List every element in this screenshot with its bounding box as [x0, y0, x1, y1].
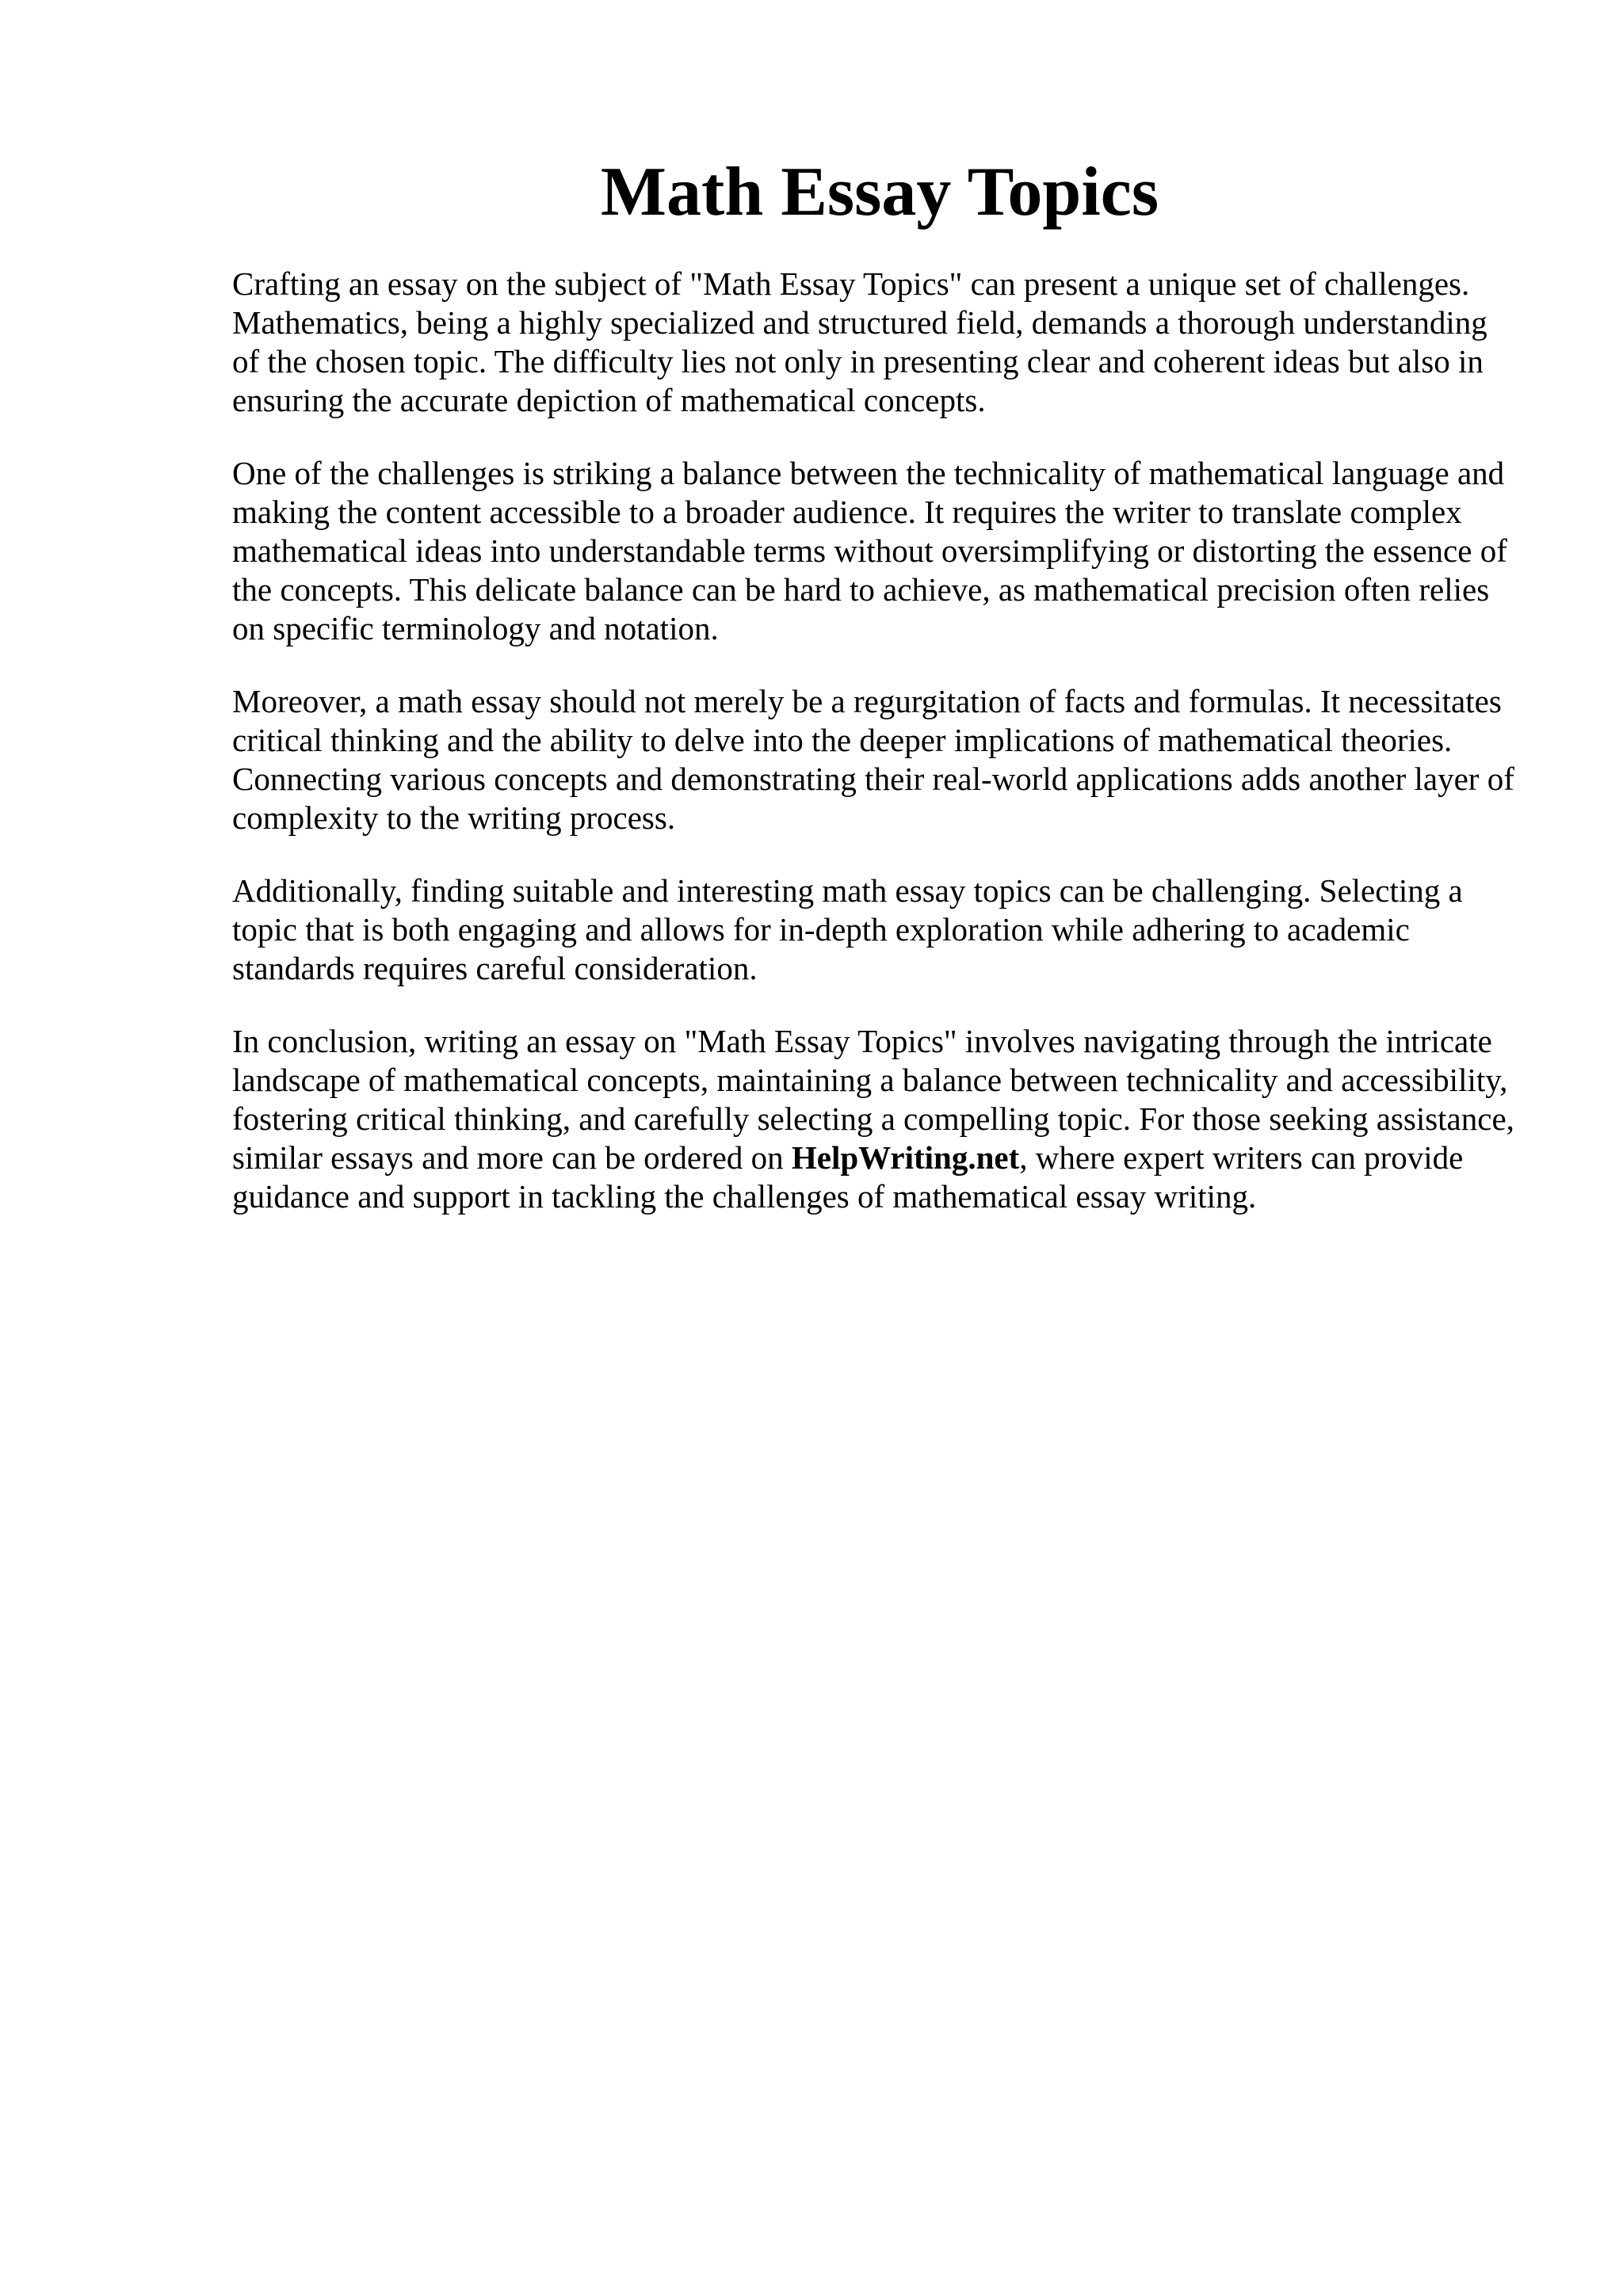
helpwriting-link[interactable]: HelpWriting.net [791, 1139, 1020, 1176]
paragraph-3: Moreover, a math essay should not merely be a regurgitation of facts and formulas. It necessitates critical thinking and the ability to delve into the deeper implications of mathematical theories. Connecting various concepts and demonstrating their real-world applications adds another layer of complexity to the writing process. [232, 683, 1514, 836]
conclusion-text-end: , where expert writers can provide guidance and support in tackling the challenges of mathematical essay writing. [232, 1139, 1464, 1215]
paragraph-conclusion [232, 1022, 1516, 1216]
paragraph-1: Crafting an essay on the subject of "Math Essay Topics" can present a unique set of challenges. Mathematics, being a highly specialized and structured field, demands a thorough understanding of the chosen topic. The difficulty lies not only in presenting clear and coherent ideas but also in ensuring the accurate depiction of mathematical concepts. [232, 265, 1487, 418]
page-title: Math Essay Topics [600, 154, 1159, 231]
paragraph-2: One of the challenges is striking a balance between the technicality of mathematical language and making the content accessible to a broader audience. It requires the writer to translate complex mathematical ideas into understandable terms without oversimplifying or distorting the essence of the concepts. This delicate balance can be hard to achieve, as mathematical precision often relies on specific terminology and notation. [232, 455, 1507, 646]
essay-body [232, 265, 1516, 1250]
conclusion-text: In conclusion, writing an essay on "Math Essay Topics" involves navigating through the intricate landscape of mathematical concepts, maintaining a balance between technicality and accessibility, fostering critical thinking, and carefully selecting a compelling topic. For those seeking assistance, similar essays and more can be ordered on [232, 1023, 1514, 1176]
paragraph-4: Additionally, finding suitable and interesting math essay topics can be challenging. Selecting a topic that is both engaging and allows for in-depth exploration while adhering to academic standards requires careful consideration. [232, 872, 1463, 986]
